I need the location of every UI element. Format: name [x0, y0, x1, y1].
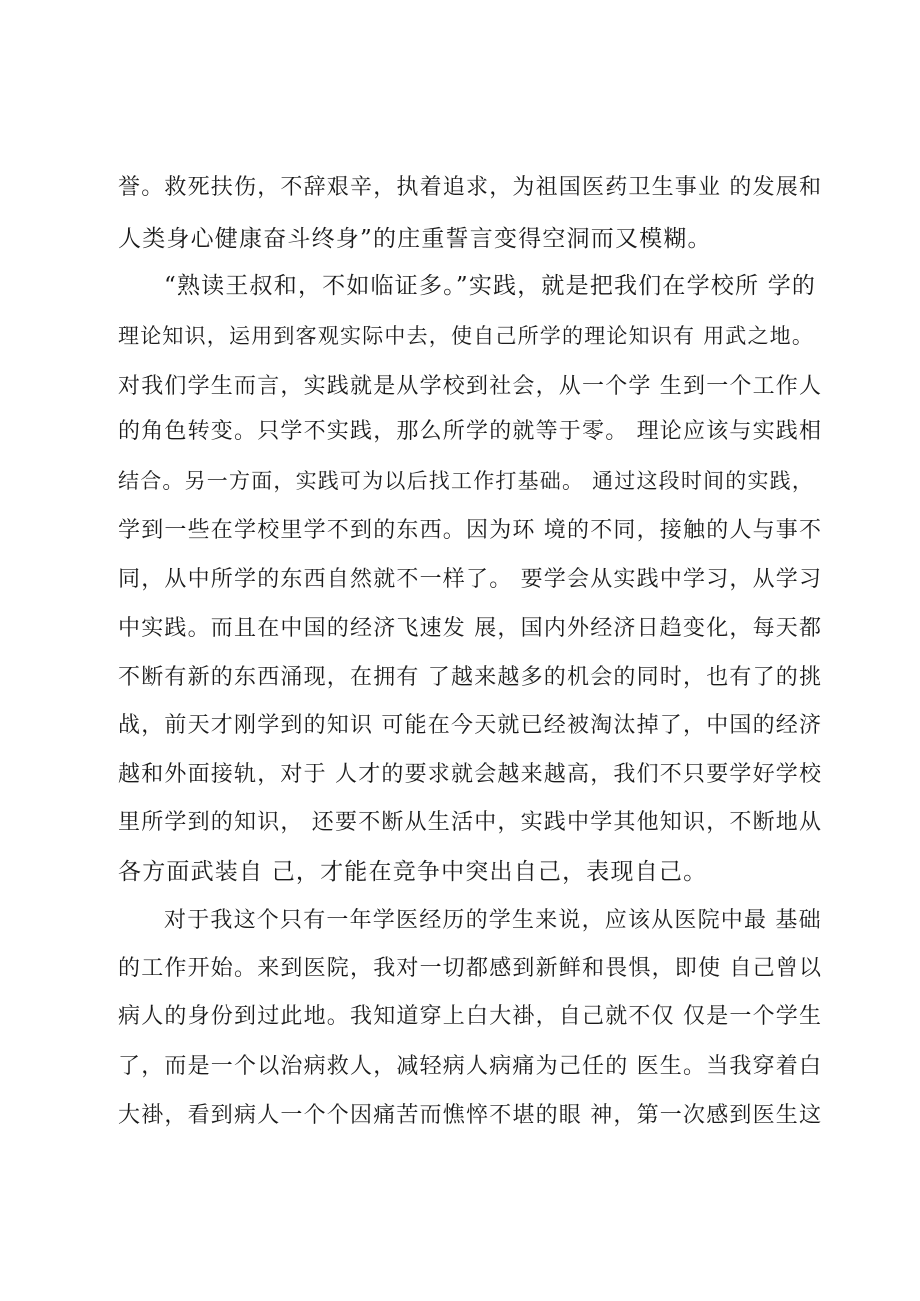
- text-line: 各方面武装自 己，才能在竞争中突出自己，表现自己。: [118, 859, 708, 885]
- paragraph-start-line: “熟读王叔和，不如临证多。”实践，就是把我们在学校所 学的: [164, 273, 817, 299]
- text-line: 理论知识，运用到客观实际中去，使自己所学的理论知识有 用武之地。: [118, 324, 815, 348]
- text-line: 对我们学生而言，实践就是从学校到社会，从一个学 生到一个工作人: [118, 374, 823, 399]
- text-line: 人类身心健康奋斗终身”的庄重誓言变得空洞而又模糊。: [118, 226, 712, 252]
- text-line: 越和外面接轨，对于 人才的要求就会越来越高，我们不只要学好学校: [118, 762, 823, 787]
- text-line: 的工作开始。来到医院，我对一切都感到新鲜和畏惧，即使 自己曾以: [118, 956, 823, 981]
- text-line: 不断有新的东西涌现，在拥有 了越来越多的机会的同时，也有了的挑: [118, 665, 823, 690]
- text-line: 誉。救死扶伤，不辞艰辛，执着追求，为祖国医药卫生事业 的发展和: [118, 175, 823, 200]
- text-line: 里所学到的知识， 还要不断从生活中，实践中学其他知识，不断地从: [118, 810, 823, 835]
- text-line: 结合。另一方面，实践可为以后找工作打基础。 通过这段时间的实践，: [118, 469, 815, 493]
- text-line: 中实践。而且在中国的经济飞速发 展，国内外经济日趋变化，每天都: [118, 616, 823, 641]
- paragraph-start-line: 对于我这个只有一年学医经历的学生来说，应该从医院中最 基础: [164, 908, 822, 933]
- text-line: 的角色转变。只学不实践，那么所学的就等于零。 理论应该与实践相: [118, 419, 823, 444]
- text-line: 了，而是一个以治病救人，减轻病人病痛为己任的 医生。当我穿着白: [118, 1054, 823, 1079]
- text-line: 同，从中所学的东西自然就不一样了。 要学会从实践中学习，从学习: [118, 567, 823, 592]
- text-line: 病人的身份到过此地。我知道穿上白大褂，自己就不仅 仅是一个学生: [118, 1004, 823, 1029]
- text-line: 学到一些在学校里学不到的东西。因为环 境的不同，接触的人与事不: [118, 518, 823, 543]
- text-line: 大褂，看到病人一个个因痛苦而憔悴不堪的眼 神，第一次感到医生这: [118, 1103, 823, 1128]
- text-line: 战，前天才刚学到的知识 可能在今天就已经被淘汰掉了，中国的经济: [118, 713, 823, 738]
